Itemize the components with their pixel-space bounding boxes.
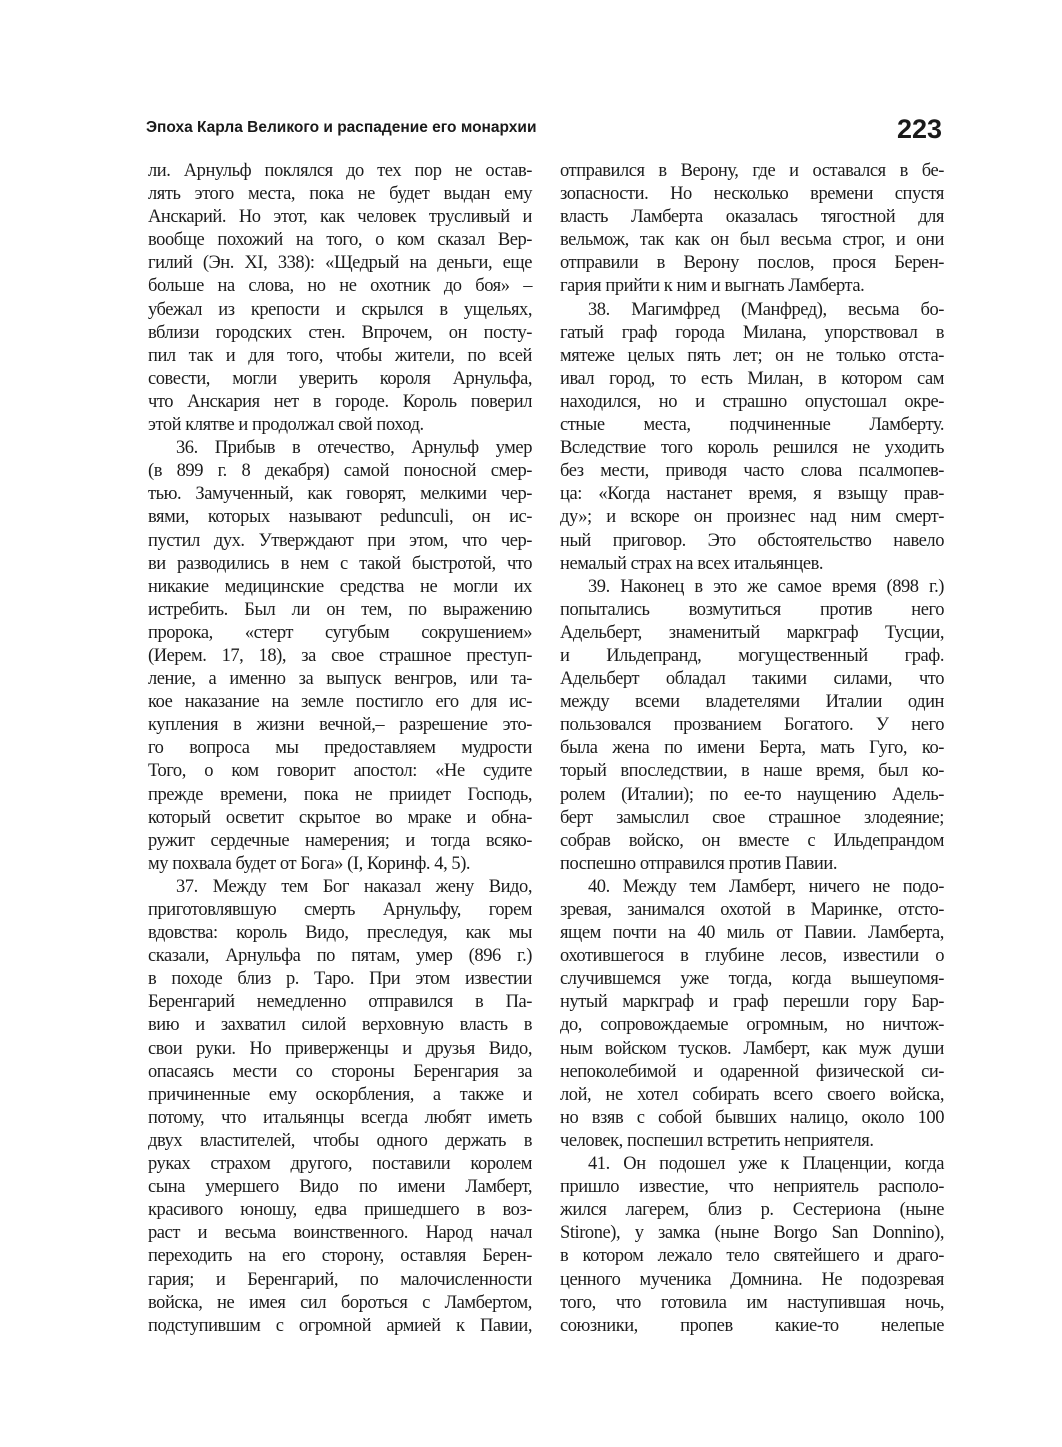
- text-line: ценного мученика Домнина. Не подозревая: [560, 1269, 944, 1290]
- text-line: вельмож, так как он был весьма строг, и они: [560, 230, 944, 251]
- text-line: союзники, пропев какие-то нелепые: [560, 1315, 944, 1336]
- text-line: но взяв с собой бывших налицо, около 100: [560, 1107, 944, 1128]
- text-line: ду»; и вскоре он произнес над ним смерт-: [560, 507, 944, 528]
- text-line: ли. Арнульф поклялся до тех пор не остав-: [148, 161, 532, 181]
- text-line: 37. Между тем Бог наказал жену Видо,: [176, 876, 532, 897]
- text-line: этой клятве и продолжал свой поход.: [148, 415, 424, 436]
- text-line: 36. Прибыв в отечество, Арнульф умер: [176, 438, 532, 459]
- text-line: человек, поспешил встретить неприятеля.: [560, 1130, 874, 1151]
- text-line: пришло известие, что неприятель располо-: [560, 1177, 944, 1198]
- text-line: сына умершего Видо по имени Ламберт,: [148, 1177, 532, 1198]
- text-line: ный приговор. Это обстоятельство навело: [560, 530, 944, 551]
- text-line: гария; и Беренгарий, по малочисленности: [148, 1269, 532, 1290]
- left-column: [148, 160, 532, 1338]
- text-line: в походе близ р. Таро. При этом известии: [148, 969, 532, 990]
- text-line: стные места, подчиненные Ламберту.: [560, 415, 944, 436]
- text-line: Беренгарий немедленно отправился в Па-: [148, 992, 532, 1013]
- text-line: находился, но и страшно опустошал окре-: [560, 391, 944, 412]
- text-line: красивого юношу, едва пришедшего в воз-: [148, 1200, 532, 1221]
- text-line: тью. Замученный, как говорят, мелкими чер-: [148, 484, 532, 505]
- text-line: без мести, приводя часто слова псалмопев-: [560, 461, 944, 482]
- text-line: пустил дух. Утверждают при этом, что чер-: [148, 530, 532, 551]
- text-line: ружит сердечные намерения; и тогда всяко-: [148, 830, 532, 851]
- text-line: убежал из крепости и скрылся в ущельях,: [148, 299, 532, 320]
- text-line: руках страхом другого, поставили королем: [148, 1154, 532, 1175]
- text-line: Вследствие того король решился не уходить: [560, 438, 944, 459]
- text-line: купления в жизни вечной,– разрешение это-: [148, 715, 532, 736]
- text-line: в котором лежало тело святейшего и драго-: [560, 1246, 944, 1267]
- text-line: причиненные ему оскорбления, а также и: [148, 1084, 532, 1105]
- text-line: берт замыслил свое страшное злодеяние;: [560, 807, 944, 828]
- text-line: гария прийти к ним и выгнать Ламберта.: [560, 276, 865, 297]
- text-line: Stirone), у замка (ныне Borgo San Donnino),: [560, 1223, 944, 1244]
- text-line: попытались возмутиться против него: [560, 599, 944, 620]
- text-line: приготовлявшую смерть Арнульфу, горем: [148, 900, 532, 920]
- text-line: 39. Наконец в это же самое время (898 г.): [588, 576, 944, 597]
- text-line: больше на слова, но не охотник до боя» –: [148, 276, 532, 297]
- text-line: (Иерем. 17, 18), за свое страшное преступ-: [148, 645, 532, 666]
- text-line: ление, а именно за выпуск венгров, или та-: [148, 669, 532, 690]
- running-title: Эпоха Карла Великого и распадение его монархии: [146, 119, 537, 136]
- text-line: прежде времени, пока не приидет Господь,: [148, 784, 532, 805]
- text-line: совести, могли уверить короля Арнульфа,: [148, 368, 532, 389]
- text-line: лять этого места, пока не будет выдан ему: [148, 184, 532, 205]
- text-line: (в 899 г. 8 декабря) самой поносной смер-: [148, 461, 532, 482]
- text-line: двух властителей, чтобы одного держать в: [148, 1130, 532, 1151]
- text-line: зопасности. Но несколько времени спустя: [560, 184, 944, 205]
- text-line: вблизи городских стен. Впрочем, он посту-: [148, 322, 532, 343]
- page-number: 223: [896, 114, 942, 144]
- text-line: войска, не имея сил бороться с Ламбертом,: [148, 1292, 532, 1313]
- text-line: истребить. Был ли он тем, по выражению: [148, 599, 532, 620]
- text-line: ца: «Когда настанет время, я взыщу прав-: [560, 484, 944, 505]
- text-line: никакие медицинские средства не могли их: [148, 576, 532, 597]
- text-line: опасаясь мести со стороны Беренгария за: [148, 1061, 532, 1082]
- text-line: го вопроса мы предоставляем мудрости: [148, 738, 532, 759]
- text-line: отправили в Верону послов, прося Берен-: [560, 253, 944, 274]
- text-line: пользовался прозванием Богатого. У него: [560, 715, 944, 736]
- text-line: подступившим с огромной армией к Павии,: [148, 1315, 532, 1336]
- text-line: случившемся уже тогда, когда вышеупомя-: [560, 969, 944, 990]
- text-line: того, что готовила им наступившая ночь,: [560, 1292, 944, 1313]
- text-line: 38. Магимфред (Манфред), весьма бо-: [588, 299, 944, 320]
- text-line: гилий (Эн. XI, 338): «Щедрый на деньги, еще: [148, 253, 532, 274]
- text-line: ролем (Италии); по ее-то наущению Адель-: [560, 784, 944, 805]
- text-line: 41. Он подошел уже к Плаценции, когда: [588, 1154, 944, 1175]
- text-line: отправился в Верону, где и оставался в бе-: [560, 161, 944, 181]
- text-line: охотившегося в глубине лесов, известили о: [560, 946, 944, 967]
- text-line: Адельберт обладал такими силами, что: [560, 669, 944, 690]
- text-line: гатый граф города Милана, упорствовал в: [560, 322, 944, 343]
- text-line: который осветит скрытое во мраке и обна-: [148, 807, 532, 828]
- text-line: была жена по имени Берта, мать Гуго, ко-: [560, 738, 944, 759]
- text-line: лой, не хотел собирать всего своего войска,: [560, 1084, 944, 1105]
- text-line: мятеже целых пять лет; он не только отста-: [560, 345, 944, 366]
- running-head: [146, 116, 942, 143]
- text-line: Адельберт, знаменитый маркграф Тусции,: [560, 622, 944, 643]
- text-line: собрав войско, он вместе с Ильдепрандом: [560, 830, 944, 851]
- text-line: ивал город, то есть Милан, в котором сам: [560, 368, 944, 389]
- text-line: между всеми владетелями Италии один: [560, 692, 944, 713]
- text-line: раст и весьма воинственного. Народ начал: [148, 1223, 532, 1244]
- text-line: свои руки. Но приверженцы и друзья Видо,: [148, 1038, 532, 1059]
- text-line: ви разводились в нем с такой быстротой, что: [148, 553, 532, 574]
- text-line: Анскарий. Но этот, как человек трусливый и: [148, 207, 532, 228]
- text-line: ным войском тусков. Ламберт, как муж души: [560, 1038, 944, 1059]
- text-line: вию и захватил силой верховную власть в: [148, 1015, 532, 1036]
- text-line: поспешно отправился против Павии.: [560, 853, 838, 874]
- text-line: нутый маркграф и граф перешли гору Бар-: [560, 992, 944, 1013]
- text-line: что Анскария нет в городе. Король поверил: [148, 391, 532, 412]
- text-line: зревая, занимался охотой в Маринке, отсто-: [560, 900, 944, 920]
- text-line: пил так и для того, чтобы жители, по всей: [148, 345, 532, 366]
- text-line: и Ильдепранд, могущественный граф.: [560, 645, 944, 666]
- text-line: вообще похожий на того, о ком сказал Вер-: [148, 230, 532, 251]
- text-line: кое наказание на земле постигло его для ис-: [148, 692, 532, 713]
- text-line: непоколебимой и одаренной физической си-: [560, 1061, 944, 1082]
- right-column: [560, 160, 944, 1338]
- text-line: жился лагерем, близ р. Сестериона (ныне: [560, 1200, 944, 1221]
- text-line: потому, что итальянцы всегда любят иметь: [148, 1107, 532, 1128]
- text-line: Того, о ком говорит апостол: «Не судите: [148, 761, 532, 782]
- text-line: му похвала будет от Бога» (I, Коринф. 4, 5).: [148, 853, 471, 874]
- text-line: переходить на его сторону, оставляя Берен-: [148, 1246, 532, 1267]
- text-line: вдовства: король Видо, преследуя, как мы: [148, 923, 532, 944]
- text-line: немалый страх на всех итальянцев.: [560, 553, 824, 574]
- text-line: сказали, Арнульфа по пятам, умер (896 г.): [148, 946, 532, 967]
- text-line: вями, которых называют pedunculi, он ис-: [148, 507, 532, 528]
- text-line: торый впоследствии, в наше время, был ко-: [560, 761, 944, 782]
- text-line: власть Ламберта оказалась тягостной для: [560, 207, 944, 228]
- text-line: ящем почти на 40 миль от Павии. Ламберта,: [560, 923, 944, 944]
- text-line: пророка, «стерт сугубым сокрушением»: [148, 622, 532, 643]
- text-line: до, сопровождаемые огромным, но ничтож-: [560, 1015, 944, 1036]
- text-line: 40. Между тем Ламберт, ничего не подо-: [588, 876, 944, 897]
